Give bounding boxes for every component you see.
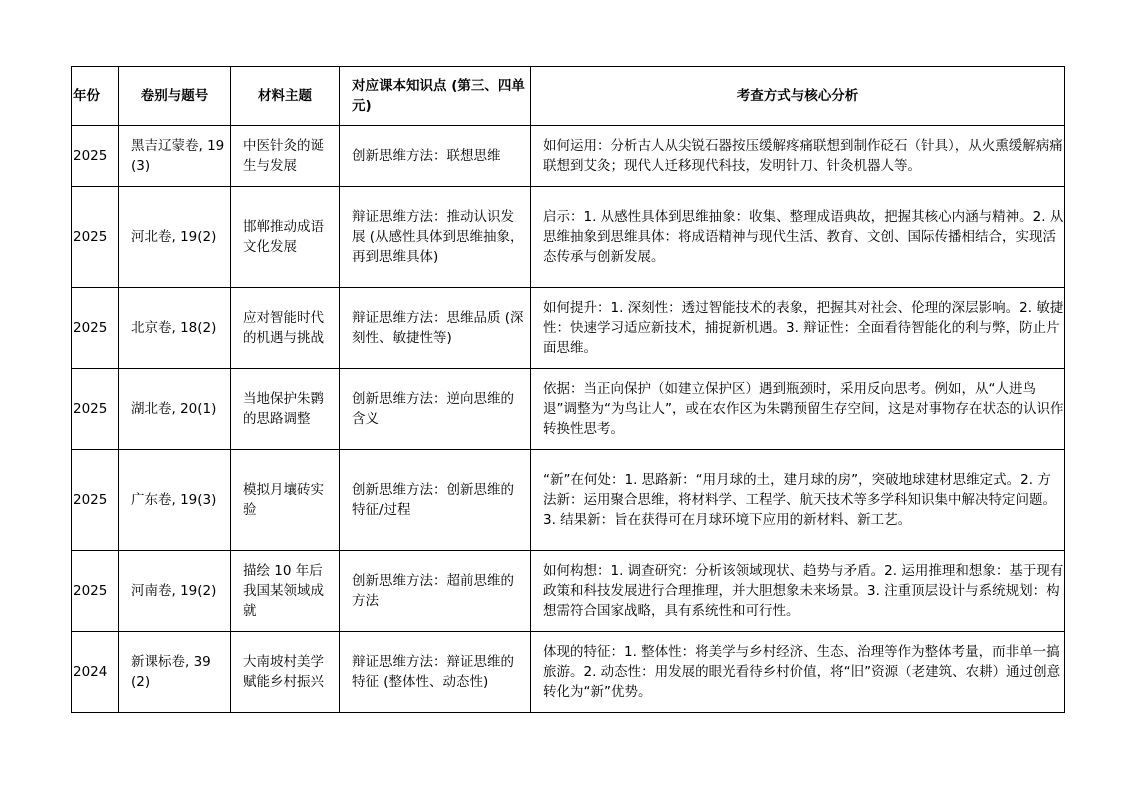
cell-theme: 当地保护朱鹮的思路调整 xyxy=(231,369,340,450)
cell-analysis: “新”在何处：1. 思路新：“用月球的土，建月球的房”，突破地球建材思维定式。2. 方法新：运用聚合思维，将材料学、工程学、航天技术等多学科知识集中解决特定问题。3. 结果新：旨在获得可在月球环境下应用的新材料、新工艺。 xyxy=(531,450,1065,551)
table-row xyxy=(72,126,1065,187)
cell-paper: 河南卷, 19(2) xyxy=(119,551,231,632)
cell-paper: 北京卷, 18(2) xyxy=(119,288,231,369)
cell-theme: 大南坡村美学赋能乡村振兴 xyxy=(231,632,340,713)
cell-knowledge: 辩证思维方法：推动认识发展 (从感性具体到思维抽象，再到思维具体) xyxy=(340,187,531,288)
table-row xyxy=(72,187,1065,288)
cell-analysis: 启示：1. 从感性具体到思维抽象：收集、整理成语典故，把握其核心内涵与精神。2. 从思维抽象到思维具体：将成语精神与现代生活、教育、文创、国际传播相结合，实现活态传承与创新发展。 xyxy=(531,187,1065,288)
cell-knowledge: 辩证思维方法：辩证思维的特征 (整体性、动态性) xyxy=(340,632,531,713)
table-row xyxy=(72,369,1065,450)
cell-analysis: 体现的特征：1. 整体性：将美学与乡村经济、生态、治理等作为整体考量，而非单一搞旅游。2. 动态性：用发展的眼光看待乡村价值，将“旧”资源（老建筑、农耕）通过创意转化为“新”优势。 xyxy=(531,632,1065,713)
cell-year: 2025 xyxy=(72,551,119,632)
cell-knowledge: 创新思维方法：联想思维 xyxy=(340,126,531,187)
table-row xyxy=(72,288,1065,369)
cell-paper: 新课标卷, 39(2) xyxy=(119,632,231,713)
table-header-row xyxy=(72,67,1065,126)
header-theme: 材料主题 xyxy=(231,67,340,126)
cell-theme: 应对智能时代的机遇与挑战 xyxy=(231,288,340,369)
cell-analysis: 如何运用：分析古人从尖锐石器按压缓解疼痛联想到制作砭石（针具），从火熏缓解病痛联想到艾灸；现代人迁移现代科技，发明针刀、针灸机器人等。 xyxy=(531,126,1065,187)
cell-analysis: 如何提升：1. 深刻性：透过智能技术的表象，把握其对社会、伦理的深层影响。2. 敏捷性：快速学习适应新技术，捕捉新机遇。3. 辩证性：全面看待智能化的利与弊，防止片面思维。 xyxy=(531,288,1065,369)
cell-year: 2025 xyxy=(72,187,119,288)
exam-analysis-table xyxy=(71,66,1065,713)
cell-theme: 模拟月壤砖实验 xyxy=(231,450,340,551)
cell-knowledge: 创新思维方法：创新思维的特征/过程 xyxy=(340,450,531,551)
cell-knowledge: 创新思维方法：逆向思维的含义 xyxy=(340,369,531,450)
table-row xyxy=(72,632,1065,713)
cell-paper: 湖北卷, 20(1) xyxy=(119,369,231,450)
cell-theme: 中医针灸的诞生与发展 xyxy=(231,126,340,187)
header-paper: 卷别与题号 xyxy=(119,67,231,126)
table-row xyxy=(72,551,1065,632)
cell-year: 2025 xyxy=(72,288,119,369)
header-analysis: 考查方式与核心分析 xyxy=(531,67,1065,126)
header-knowledge: 对应课本知识点 (第三、四单元) xyxy=(340,67,531,126)
cell-paper: 广东卷, 19(3) xyxy=(119,450,231,551)
cell-theme: 邯郸推动成语文化发展 xyxy=(231,187,340,288)
cell-theme: 描绘 10 年后我国某领域成就 xyxy=(231,551,340,632)
cell-paper: 河北卷, 19(2) xyxy=(119,187,231,288)
cell-analysis: 依据：当正向保护（如建立保护区）遇到瓶颈时，采用反向思考。例如，从“人进鸟退”调整为“为鸟让人”，或在农作区为朱鹮预留生存空间，这是对事物存在状态的认识作转换性思考。 xyxy=(531,369,1065,450)
cell-knowledge: 辩证思维方法：思维品质 (深刻性、敏捷性等) xyxy=(340,288,531,369)
cell-year: 2025 xyxy=(72,126,119,187)
cell-year: 2025 xyxy=(72,369,119,450)
cell-year: 2025 xyxy=(72,450,119,551)
table-row xyxy=(72,450,1065,551)
cell-knowledge: 创新思维方法：超前思维的方法 xyxy=(340,551,531,632)
cell-paper: 黑吉辽蒙卷, 19(3) xyxy=(119,126,231,187)
cell-year: 2024 xyxy=(72,632,119,713)
cell-analysis: 如何构想：1. 调查研究：分析该领域现状、趋势与矛盾。2. 运用推理和想象：基于现有政策和科技发展进行合理推理，并大胆想象未来场景。3. 注重顶层设计与系统规划：构想需符合国家战略，具有系统性和可行性。 xyxy=(531,551,1065,632)
header-year: 年份 xyxy=(72,67,119,126)
